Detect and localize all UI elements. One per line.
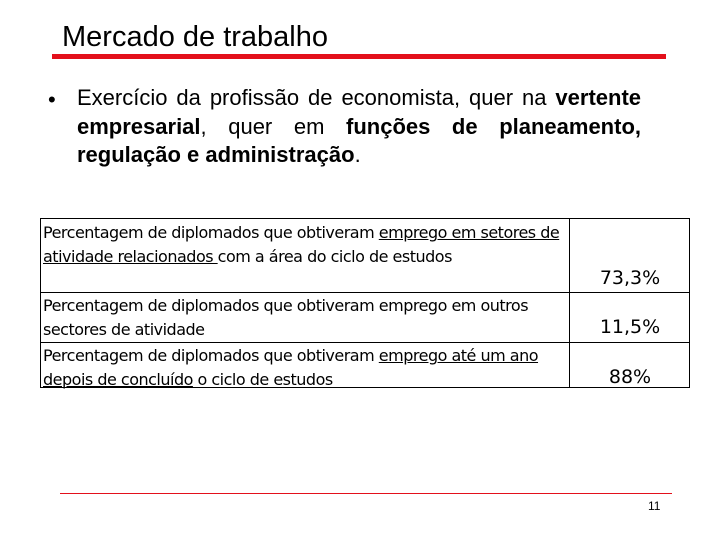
row-value: 88% <box>608 366 652 388</box>
row-value: 73,3% <box>599 267 661 289</box>
bullet-symbol: • <box>48 87 56 112</box>
bullet-text <box>77 84 641 170</box>
bullet-text-bold: funções de planeamento, regulação e administração <box>77 113 641 167</box>
table-row <box>41 292 689 343</box>
page-number: 11 <box>648 499 661 513</box>
row-label <box>43 344 567 391</box>
bullet-text-bold: vertente empresarial <box>77 85 641 139</box>
row-label-text: o ciclo de estudos <box>192 369 333 389</box>
row-label <box>43 294 567 341</box>
column-divider <box>569 292 570 342</box>
row-label-text: Percentagem de diplomados que obtiveram <box>43 346 379 365</box>
bullet-text-part: Exercício da profissão de economista, quer na <box>77 85 556 110</box>
row-label <box>43 221 567 268</box>
table-row <box>41 342 689 387</box>
slide-title: Mercado de trabalho <box>62 21 328 53</box>
stats-table <box>40 218 690 388</box>
footer-rule <box>60 493 672 494</box>
row-value: 11,5% <box>599 316 661 338</box>
title-underline <box>52 54 666 59</box>
column-divider <box>569 342 570 387</box>
bullet-text-part: . <box>354 142 361 167</box>
row-label-underlined: emprego em setores de atividade relacionados <box>43 223 560 266</box>
bullet-text-part: , quer em <box>200 113 346 139</box>
row-label-text: com a área do ciclo de estudos <box>217 246 452 266</box>
row-label-text: Percentagem de diplomados que obtiveram <box>43 223 379 242</box>
row-label-text: Percentagem de diplomados que obtiveram emprego em outros sectores de atividade <box>43 296 529 339</box>
column-divider <box>569 219 570 292</box>
row-label-underlined: emprego até um ano depois de concluído <box>43 346 539 389</box>
table-row <box>41 219 689 293</box>
